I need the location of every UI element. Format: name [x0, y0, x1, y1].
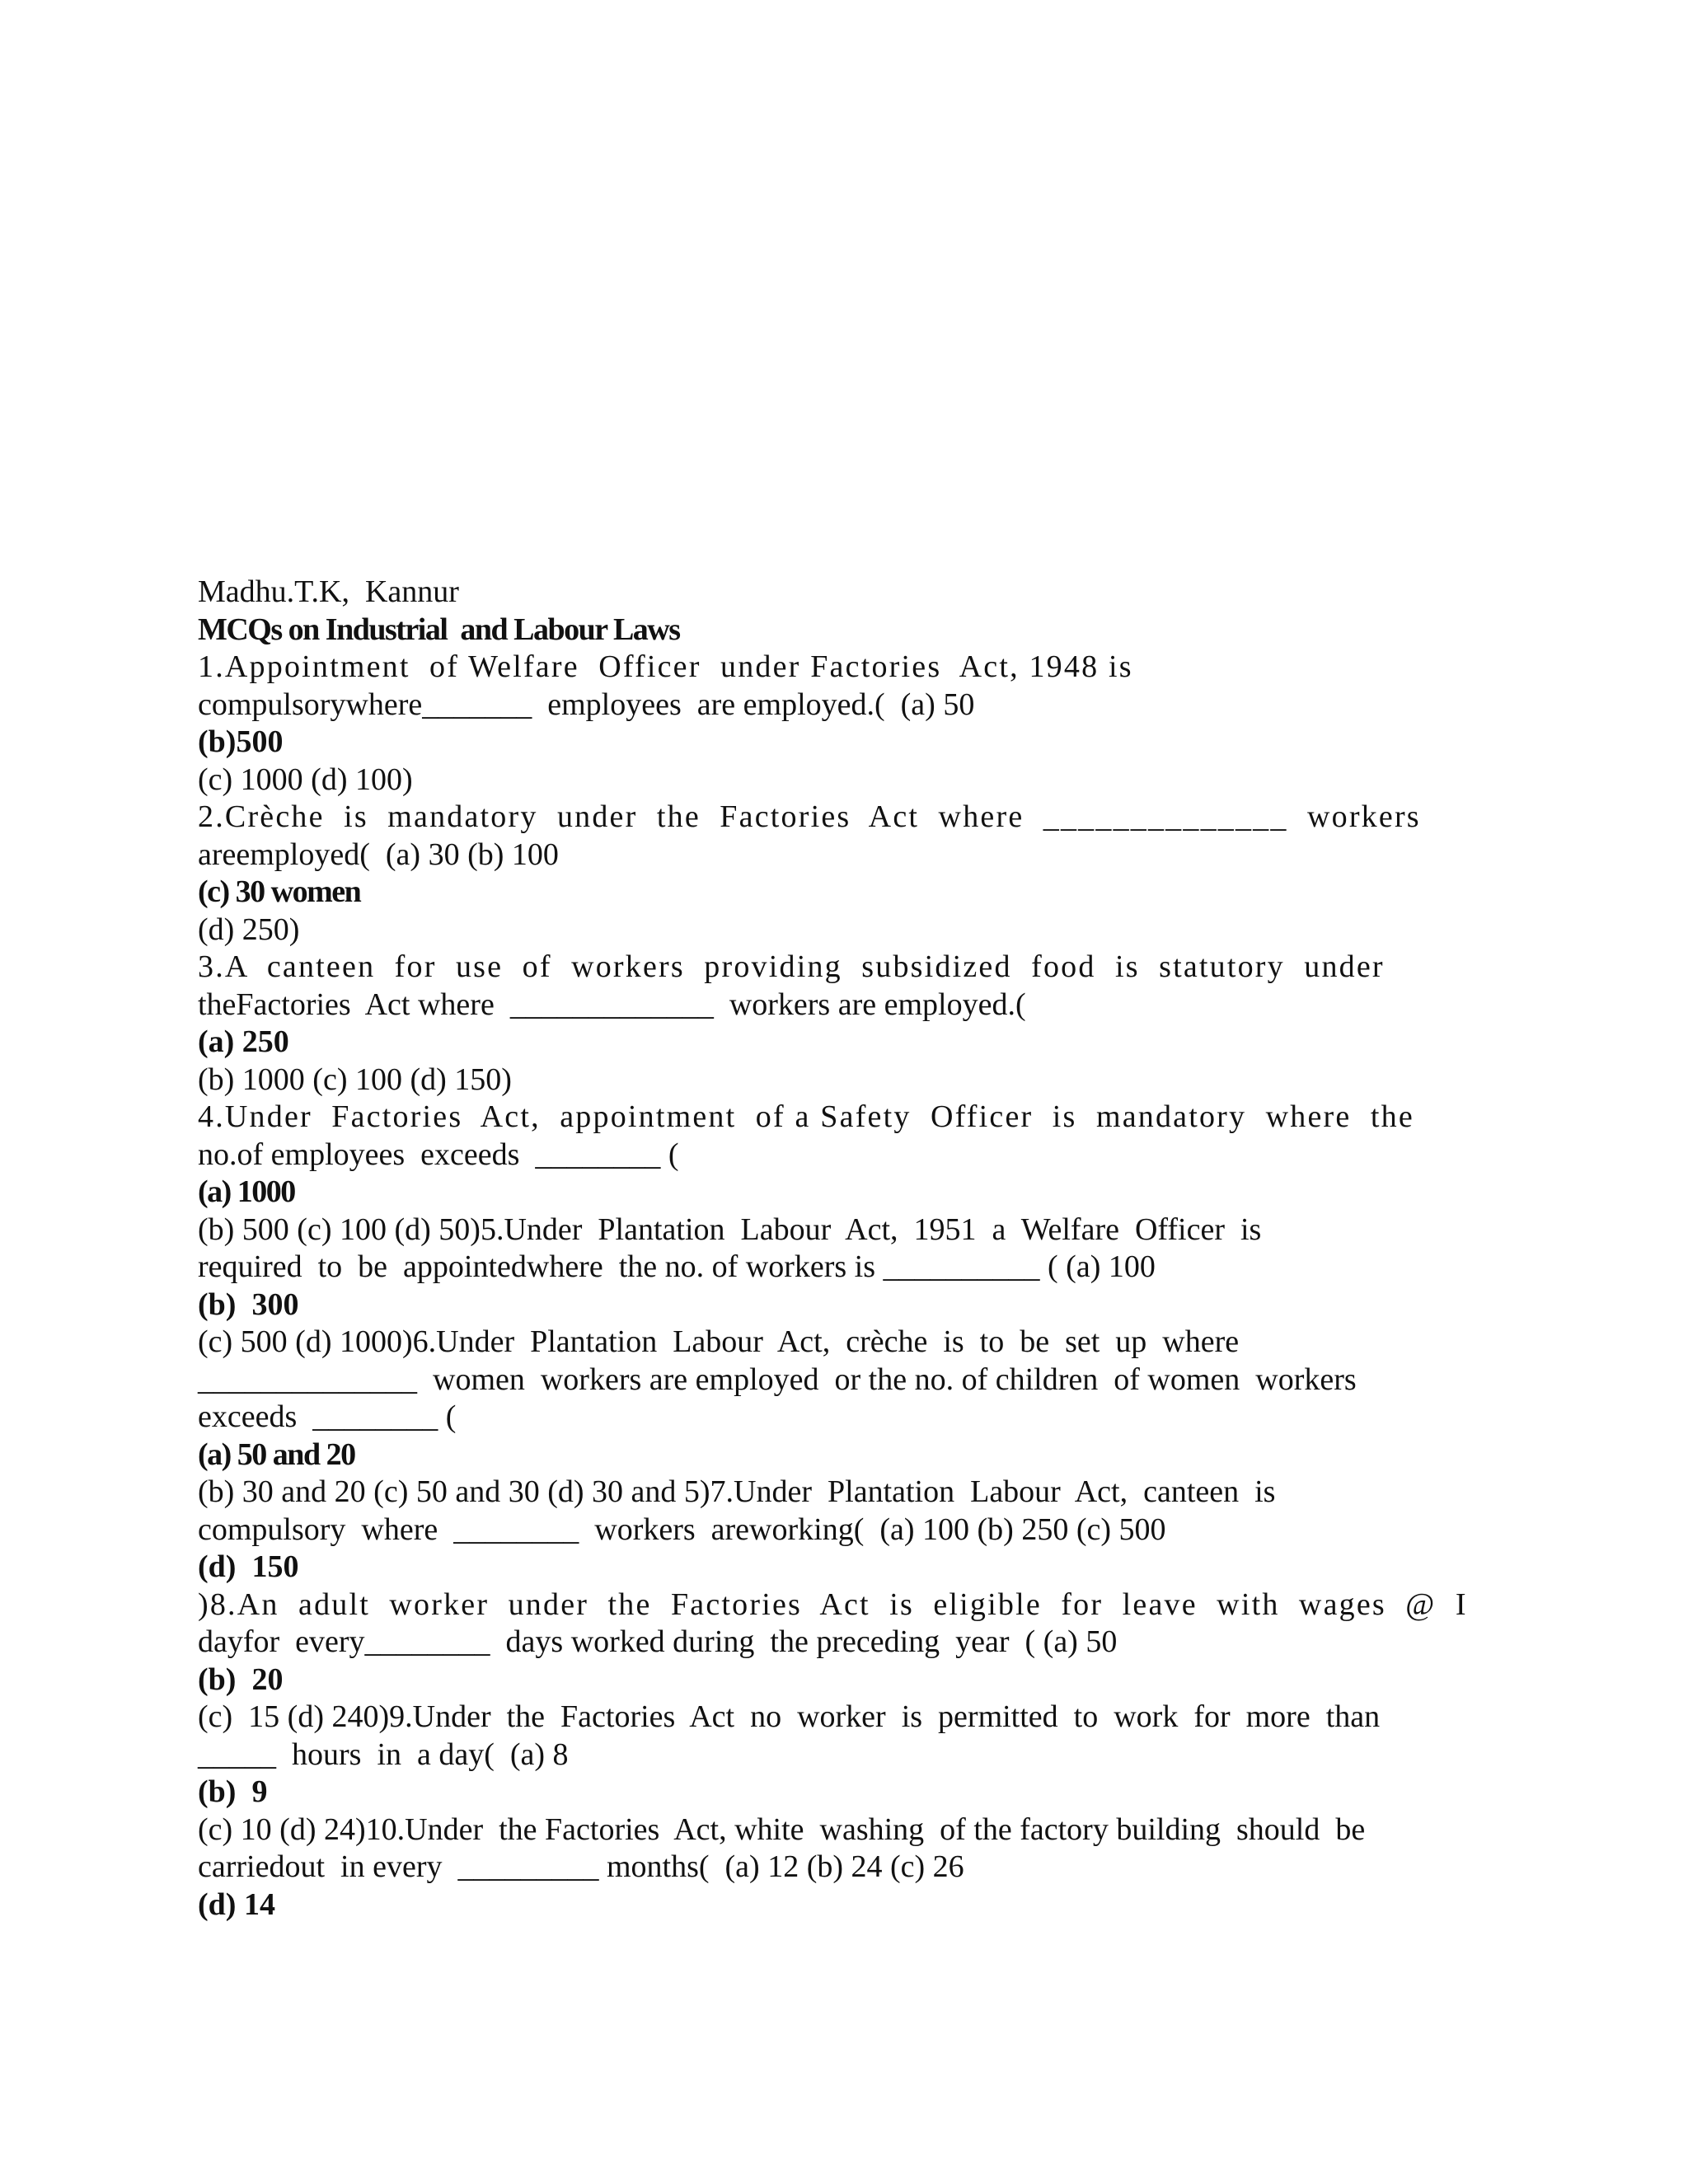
text-line: (b) 500 (c) 100 (d) 50)5.Under Plantation Labour Act, 1951 a Welfare Officer is	[198, 1212, 1262, 1247]
text-line: no.of employees exceeds ________ (	[198, 1137, 679, 1172]
document-body	[198, 574, 1500, 1924]
text-line: dayfor every________ days worked during the preceding year ( (a) 50	[198, 1624, 1118, 1659]
document-title: MCQs on Industrial and Labour Laws	[198, 612, 680, 647]
text-line: (c) 1000 (d) 100)	[198, 762, 413, 797]
text-line: 1.Appointment of Welfare Officer under Factories Act, 1948 is	[198, 649, 1133, 684]
text-line: (c) 15 (d) 240)9.Under the Factories Act no worker is permitted to work for more than	[198, 1699, 1381, 1734]
answer-line: (d) 14	[198, 1886, 275, 1922]
answer-line: (b) 20	[198, 1661, 284, 1697]
text-line: )8.An adult worker under the Factories Act is eligible for leave with wages @ I	[198, 1586, 1468, 1622]
text-line: (b) 30 and 20 (c) 50 and 30 (d) 30 and 5)7.Under Plantation Labour Act, canteen is	[198, 1474, 1276, 1509]
text-line: theFactories Act where _____________ workers are employed.(	[198, 987, 1026, 1022]
text-line: compulsory where ________ workers areworking( (a) 100 (b) 250 (c) 500	[198, 1511, 1166, 1547]
text-line: required to be appointedwhere the no. of workers is __________ ( (a) 100	[198, 1249, 1156, 1284]
answer-line: (c) 30 women	[198, 874, 361, 909]
answer-line: (a) 250	[198, 1024, 289, 1059]
answer-line: (b) 9	[198, 1774, 268, 1809]
author-line: Madhu.T.K, Kannur	[198, 574, 459, 609]
answer-line: (a) 1000	[198, 1174, 295, 1209]
text-line: areemployed( (a) 30 (b) 100	[198, 837, 559, 872]
text-line: (b) 1000 (c) 100 (d) 150)	[198, 1062, 512, 1097]
text-line: 4.Under Factories Act, appointment of a Safety Officer is mandatory where the	[198, 1099, 1414, 1134]
text-line: 3.A canteen for use of workers providing subsidized food is statutory under	[198, 949, 1385, 984]
text-line: exceeds ________ (	[198, 1399, 457, 1434]
answer-line: (a) 50 and 20	[198, 1436, 355, 1472]
text-line: (d) 250)	[198, 912, 300, 947]
text-line: carriedout in every _________ months( (a) 12 (b) 24 (c) 26	[198, 1849, 964, 1884]
text-line: _____ hours in a day( (a) 8	[198, 1736, 569, 1772]
text-line: 2.Crèche is mandatory under the Factories Act where ______________ workers	[198, 799, 1421, 834]
text-line: ______________ women workers are employed or the no. of children of women workers	[198, 1361, 1357, 1397]
text-line: (c) 10 (d) 24)10.Under the Factories Act, white washing of the factory building should be	[198, 1811, 1366, 1847]
text-line: (c) 500 (d) 1000)6.Under Plantation Labour Act, crèche is to be set up where	[198, 1324, 1240, 1359]
answer-line: (d) 150	[198, 1549, 299, 1584]
answer-line: (b)500	[198, 724, 284, 759]
answer-line: (b) 300	[198, 1286, 299, 1322]
text-line: compulsorywhere_______ employees are employed.( (a) 50	[198, 687, 975, 722]
